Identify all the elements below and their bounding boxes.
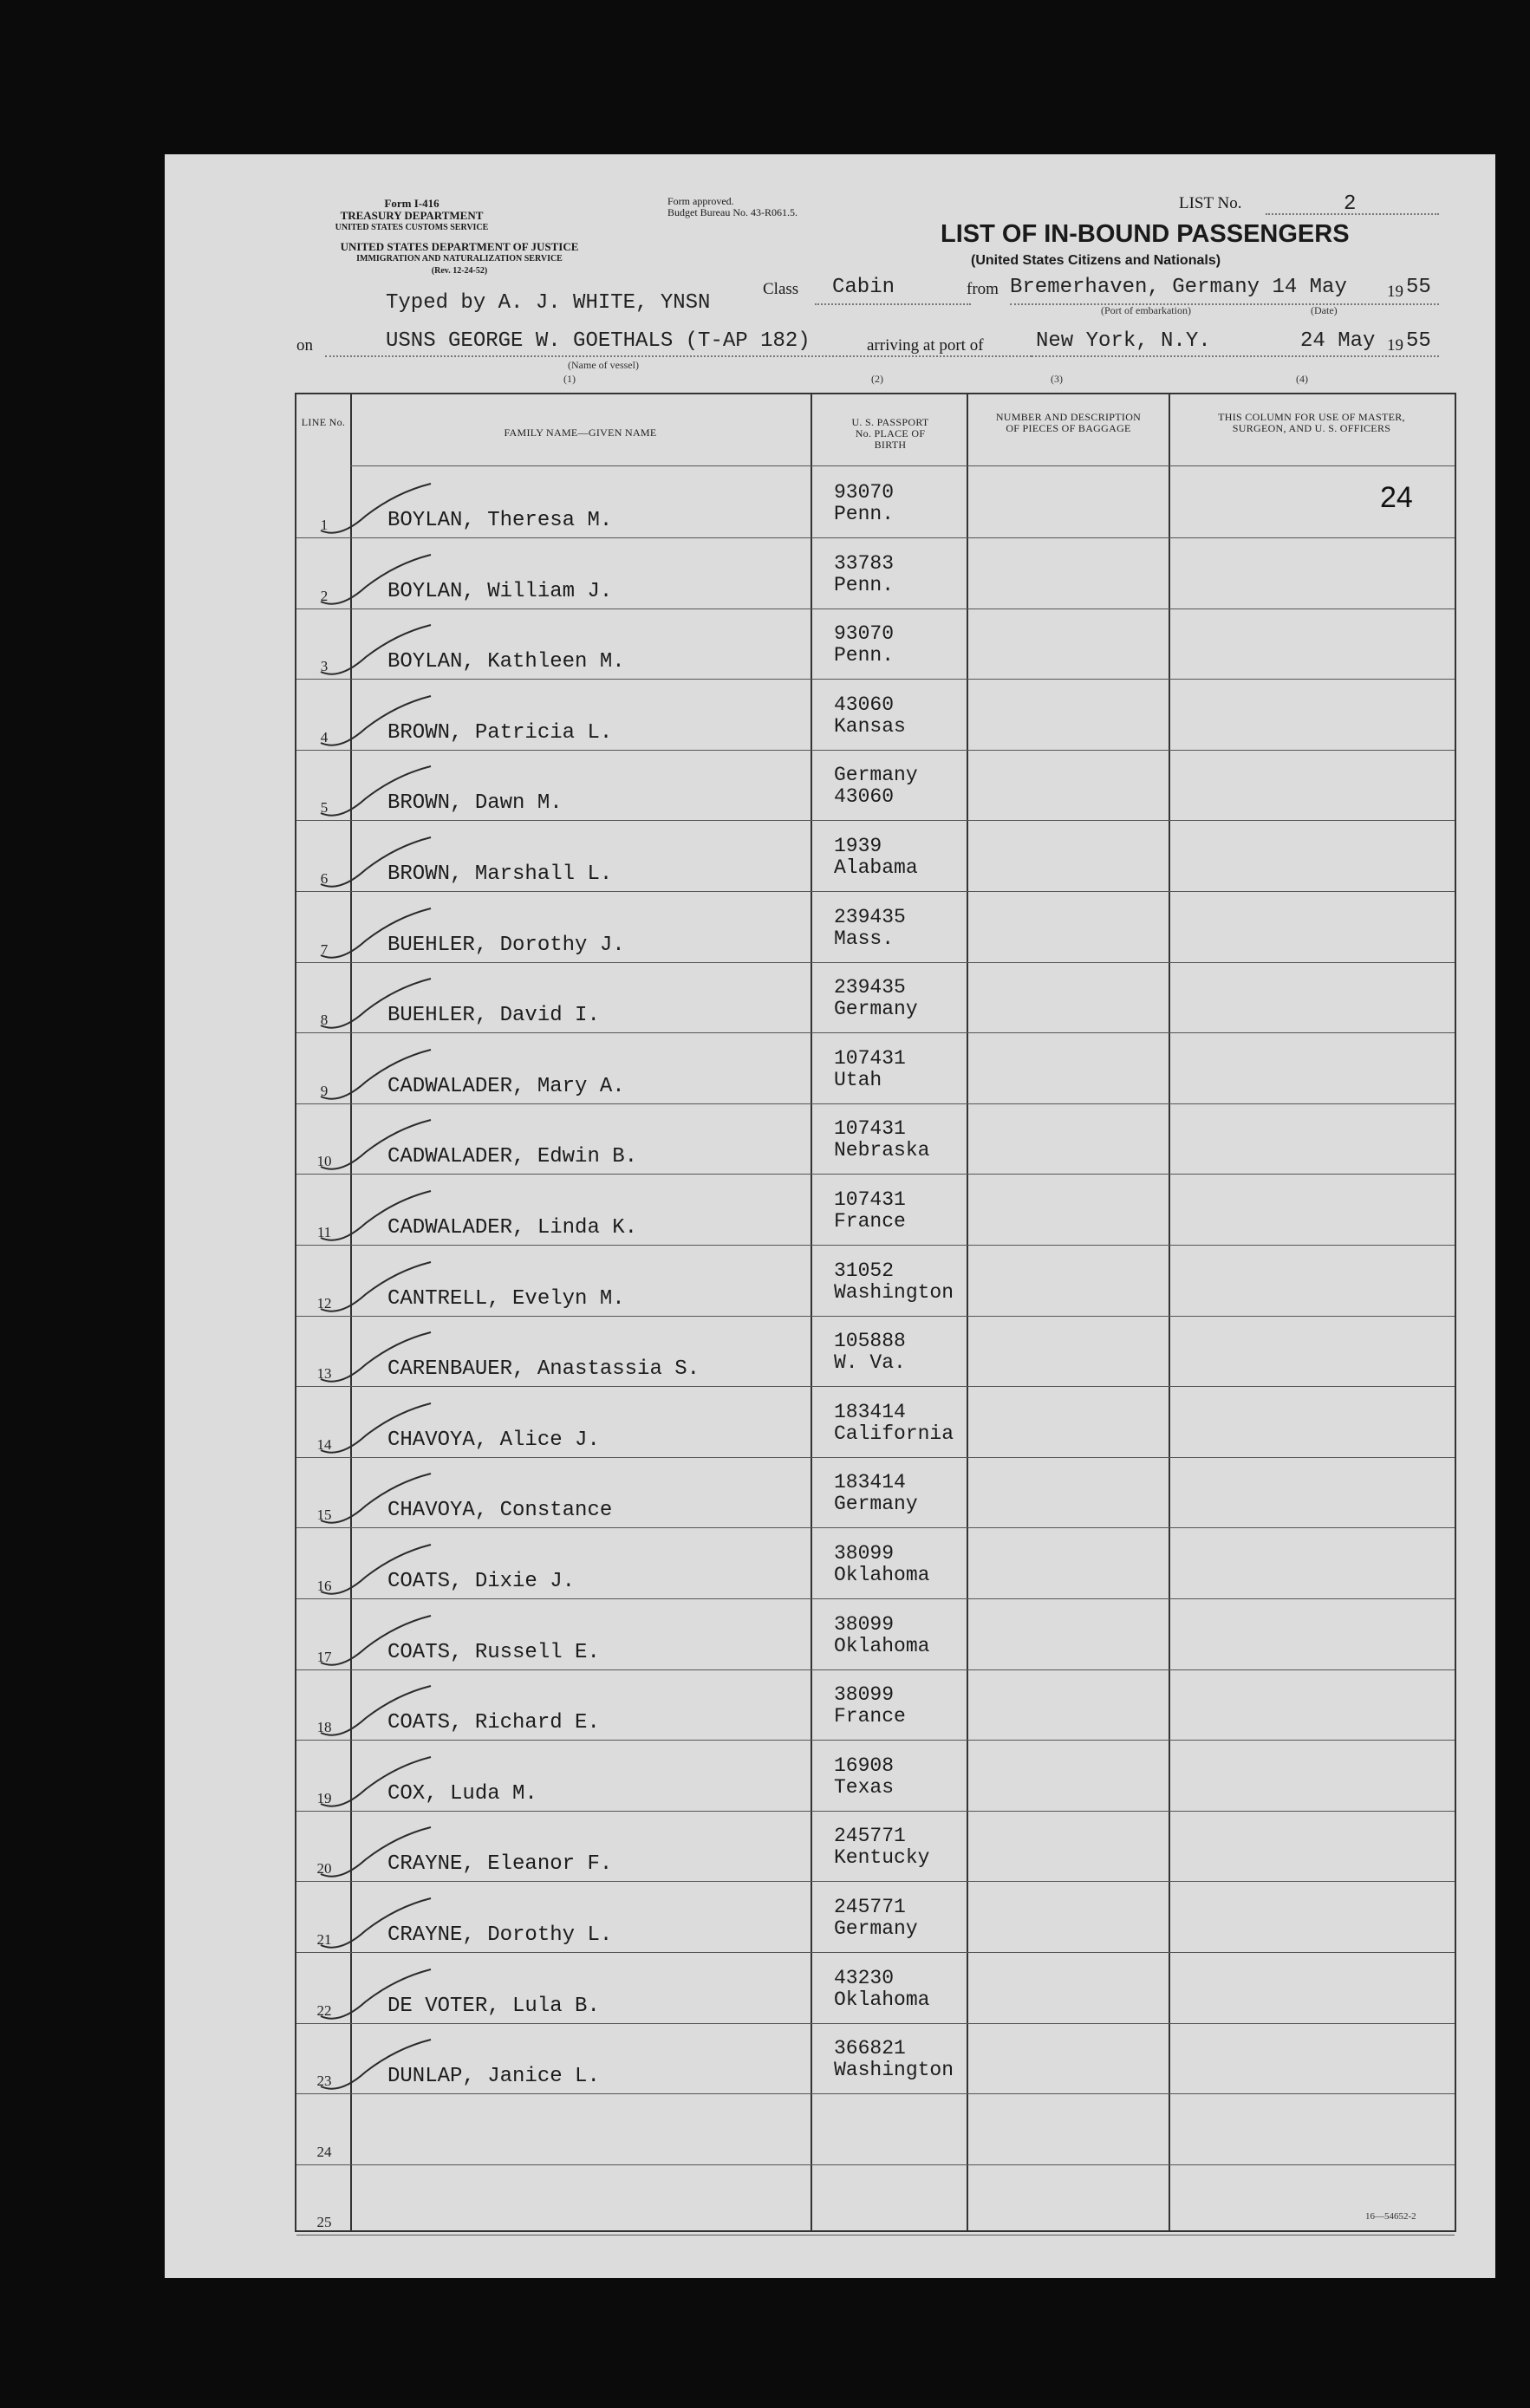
passenger-name: BUEHLER, Dorothy J. <box>387 933 625 957</box>
place-of-birth: Mass. <box>834 927 895 950</box>
check-mark-icon <box>314 548 435 617</box>
arrival-date: 24 May <box>1300 329 1376 353</box>
passport-number: 107431 <box>834 1188 906 1211</box>
header-divider <box>350 465 1455 466</box>
place-of-birth: France <box>834 1705 906 1728</box>
passport-number: 38099 <box>834 1542 895 1565</box>
col-header-officers: THIS COLUMN FOR USE OF MASTER, SURGEON, AND U. S. OFFICERS <box>1218 411 1405 434</box>
check-mark-icon <box>314 830 435 900</box>
col-marker-4: (4) <box>1296 373 1308 385</box>
passport-number: 93070 <box>834 622 895 646</box>
passenger-name: COATS, Dixie J. <box>387 1570 576 1593</box>
passport-number: 239435 <box>834 905 906 928</box>
passenger-table <box>295 393 1456 2232</box>
justice-dept: UNITED STATES DEPARTMENT OF JUSTICE <box>340 240 579 253</box>
line-number: 24 <box>316 2143 332 2160</box>
port-embark-caption: (Port of embarkation) <box>1101 304 1191 316</box>
passenger-name: CADWALADER, Edwin B. <box>387 1145 638 1169</box>
arrival-year: 55 <box>1406 329 1431 353</box>
row-rule <box>296 1386 1455 1387</box>
check-mark-icon <box>314 1750 435 1819</box>
line-number: 2 <box>320 587 329 604</box>
passport-number: 43230 <box>834 1966 895 1989</box>
check-mark-icon <box>314 1113 435 1182</box>
col-marker-3: (3) <box>1051 373 1063 385</box>
check-mark-icon <box>314 1609 435 1678</box>
vessel-line <box>325 355 1032 357</box>
passport-number: 31052 <box>834 1259 895 1282</box>
approval-block <box>667 196 798 218</box>
passport-number: 93070 <box>834 481 895 504</box>
class-value: Cabin <box>832 276 895 299</box>
row-rule <box>296 1032 1455 1033</box>
page-title: LIST OF IN-BOUND PASSENGERS <box>941 220 1350 248</box>
col-divider <box>1169 394 1170 2230</box>
check-mark-icon <box>314 1820 435 1890</box>
from-year-prefix: 19 <box>1387 283 1403 301</box>
class-line <box>815 303 971 305</box>
passport-number: 38099 <box>834 1683 895 1707</box>
passport-number: 107431 <box>834 1046 906 1070</box>
col-divider <box>967 394 968 2230</box>
check-mark-icon <box>314 1962 435 2032</box>
passport-number: 183414 <box>834 1471 906 1494</box>
place-of-birth: W. Va. <box>834 1351 906 1375</box>
line-number: 6 <box>320 870 329 887</box>
check-mark-icon <box>314 759 435 829</box>
place-of-birth: Washington <box>834 1280 954 1304</box>
line-number: 8 <box>320 1012 329 1029</box>
arrival-year-prefix: 19 <box>1387 336 1403 355</box>
check-mark-icon <box>314 689 435 758</box>
passenger-name: BOYLAN, William J. <box>387 579 613 603</box>
row-rule <box>296 1245 1455 1246</box>
row-rule <box>296 537 1455 538</box>
line-number: 20 <box>316 1860 332 1878</box>
row-rule <box>296 679 1455 680</box>
check-mark-icon <box>314 1325 435 1395</box>
justice-block <box>286 241 633 277</box>
manifest-sheet <box>165 154 1495 2278</box>
check-mark-icon <box>314 2033 435 2102</box>
line-number: 11 <box>316 1224 332 1240</box>
list-number-label: LIST No. <box>1179 194 1242 212</box>
place-of-birth: California <box>834 1422 954 1445</box>
row-rule <box>296 2093 1455 2094</box>
line-number: 5 <box>320 799 329 817</box>
check-mark-icon <box>314 1043 435 1112</box>
place-of-birth: Nebraska <box>834 1139 930 1162</box>
line-number: 12 <box>316 1294 332 1311</box>
row-rule <box>296 820 1455 821</box>
col-marker-2: (2) <box>871 373 883 385</box>
row-rule <box>296 1811 1455 1812</box>
row-rule <box>296 1952 1455 1953</box>
from-label: from <box>967 280 999 298</box>
place-of-birth: Oklahoma <box>834 1634 930 1657</box>
place-of-birth: Oklahoma <box>834 1564 930 1586</box>
check-mark-icon <box>314 1467 435 1536</box>
list-number-value: 2 <box>1344 192 1357 216</box>
row-rule <box>296 1740 1455 1741</box>
passport-number: 16908 <box>834 1754 895 1777</box>
passenger-name: BROWN, Dawn M. <box>387 791 563 816</box>
line-number: 13 <box>316 1365 332 1383</box>
vessel-name: USNS GEORGE W. GOETHALS (T-AP 182) <box>386 329 811 353</box>
row-rule <box>296 2023 1455 2024</box>
vessel-caption: (Name of vessel) <box>568 359 639 371</box>
from-value: Bremerhaven, Germany 14 May <box>1010 276 1347 299</box>
passport-number: 105888 <box>834 1330 906 1353</box>
place-of-birth: 43060 <box>834 785 895 809</box>
place-of-birth: Texas <box>834 1775 895 1799</box>
col-header-line: LINE No. <box>301 416 346 428</box>
col-divider <box>811 394 812 2230</box>
line-number: 25 <box>316 2214 332 2231</box>
passenger-name: BUEHLER, David I. <box>387 1004 600 1028</box>
passenger-name: BOYLAN, Theresa M. <box>387 509 613 532</box>
place-of-birth: Penn. <box>834 573 895 596</box>
from-line <box>1010 303 1439 305</box>
place-of-birth: Germany <box>834 1493 918 1516</box>
on-label: on <box>296 336 313 355</box>
check-mark-icon <box>314 1255 435 1324</box>
line-number: 16 <box>316 1578 332 1594</box>
check-mark-icon <box>314 1184 435 1253</box>
passenger-name: DUNLAP, Janice L. <box>387 2065 600 2089</box>
page-subtitle: (United States Citizens and Nationals) <box>971 253 1221 268</box>
line-number: 3 <box>320 658 329 675</box>
col-marker-1: (1) <box>563 373 576 385</box>
row-rule <box>296 1457 1455 1458</box>
passport-number: 366821 <box>834 2037 906 2060</box>
place-of-birth: France <box>834 1210 906 1233</box>
row-rule <box>296 750 1455 751</box>
print-code: 16—54652-2 <box>1365 2211 1416 2222</box>
place-of-birth: Alabama <box>834 856 918 879</box>
date-caption: (Date) <box>1311 304 1338 316</box>
place-of-birth: Kansas <box>834 714 906 738</box>
passenger-name: BOYLAN, Kathleen M. <box>387 650 625 674</box>
line-number: 14 <box>316 1435 332 1453</box>
arriving-label: arriving at port of <box>867 336 984 355</box>
passenger-name: CADWALADER, Linda K. <box>387 1216 638 1240</box>
line-number: 9 <box>320 1082 329 1099</box>
row-rule <box>296 1103 1455 1104</box>
row-rule <box>296 1527 1455 1528</box>
passenger-name: COATS, Richard E. <box>387 1711 600 1735</box>
customs-service: UNITED STATES CUSTOMS SERVICE <box>335 223 489 232</box>
arrival-port: New York, N.Y. <box>1036 329 1211 353</box>
passenger-name: CHAVOYA, Constance <box>387 1499 613 1523</box>
passenger-name: DE VOTER, Lula B. <box>387 1994 600 2018</box>
passport-number: 245771 <box>834 1896 906 1918</box>
arrival-line <box>1032 355 1439 357</box>
place-of-birth: Utah <box>834 1068 882 1091</box>
passport-number: Germany <box>834 764 918 787</box>
line-number: 19 <box>316 1789 332 1806</box>
officer-annotation: 24 <box>1380 481 1413 514</box>
row-rule <box>296 1881 1455 1882</box>
form-approved: Form approved. <box>667 195 734 207</box>
row-rule <box>296 2164 1455 2165</box>
line-number: 17 <box>316 1648 332 1665</box>
passenger-name: CADWALADER, Mary A. <box>387 1074 625 1098</box>
line-number: 1 <box>320 517 329 533</box>
passenger-name: CHAVOYA, Alice J. <box>387 1428 600 1452</box>
class-label: Class <box>763 280 799 298</box>
row-rule <box>296 1598 1455 1599</box>
line-number: 4 <box>320 728 329 745</box>
row-rule <box>296 962 1455 963</box>
row-rule <box>296 891 1455 892</box>
line-number: 15 <box>316 1507 332 1524</box>
passport-number: 43060 <box>834 693 895 716</box>
passport-number: 1939 <box>834 835 882 857</box>
place-of-birth: Kentucky <box>834 1846 930 1870</box>
line-number: 22 <box>316 2001 332 2019</box>
passport-number: 33783 <box>834 551 895 575</box>
passport-number: 239435 <box>834 976 906 999</box>
passenger-name: COX, Luda M. <box>387 1781 537 1806</box>
passenger-name: BROWN, Marshall L. <box>387 862 613 886</box>
passenger-name: CARENBAUER, Anastassia S. <box>387 1357 700 1382</box>
passport-number: 183414 <box>834 1400 906 1423</box>
place-of-birth: Penn. <box>834 503 895 525</box>
passport-number: 107431 <box>834 1117 906 1141</box>
passenger-name: CRAYNE, Dorothy L. <box>387 1923 613 1947</box>
passport-number: 38099 <box>834 1612 895 1636</box>
from-year: 55 <box>1406 276 1431 299</box>
ins-service: IMMIGRATION AND NATURALIZATION SERVICE <box>356 254 563 264</box>
check-mark-icon <box>314 1891 435 1961</box>
col-header-passport: U. S. PASSPORT No. PLACE OF BIRTH <box>851 416 929 451</box>
place-of-birth: Oklahoma <box>834 1988 930 2011</box>
check-mark-icon <box>314 901 435 971</box>
check-mark-icon <box>314 618 435 687</box>
place-of-birth: Germany <box>834 1917 918 1940</box>
check-mark-icon <box>314 1679 435 1748</box>
check-mark-icon <box>314 972 435 1041</box>
line-number: 18 <box>316 1719 332 1736</box>
line-number: 10 <box>316 1153 332 1170</box>
passenger-name: BROWN, Patricia L. <box>387 720 613 745</box>
treasury-dept: TREASURY DEPARTMENT <box>340 209 484 222</box>
passenger-name: CRAYNE, Eleanor F. <box>387 1852 613 1877</box>
place-of-birth: Germany <box>834 998 918 1021</box>
row-rule <box>296 1669 1455 1670</box>
typed-by: Typed by A. J. WHITE, YNSN <box>386 291 711 315</box>
row-rule <box>296 1174 1455 1175</box>
col-header-name: FAMILY NAME—GIVEN NAME <box>504 426 657 439</box>
passenger-name: COATS, Russell E. <box>387 1640 600 1664</box>
form-number: Form I-416 <box>384 197 439 210</box>
col-header-baggage: NUMBER AND DESCRIPTION OF PIECES OF BAGGAGE <box>995 411 1142 434</box>
check-mark-icon <box>314 477 435 546</box>
form-id-block <box>286 198 537 234</box>
check-mark-icon <box>314 1396 435 1466</box>
row-rule <box>296 2235 1455 2236</box>
place-of-birth: Penn. <box>834 644 895 667</box>
passenger-name: CANTRELL, Evelyn M. <box>387 1286 625 1311</box>
line-number: 7 <box>320 940 329 958</box>
place-of-birth: Washington <box>834 2059 954 2082</box>
line-number: 23 <box>316 2073 332 2090</box>
row-rule <box>296 1316 1455 1317</box>
passport-number: 245771 <box>834 1825 906 1848</box>
line-number: 21 <box>316 1931 332 1948</box>
check-mark-icon <box>314 1538 435 1607</box>
budget-bureau: Budget Bureau No. 43-R061.5. <box>667 206 798 218</box>
revision-date: (Rev. 12-24-52) <box>431 266 488 276</box>
